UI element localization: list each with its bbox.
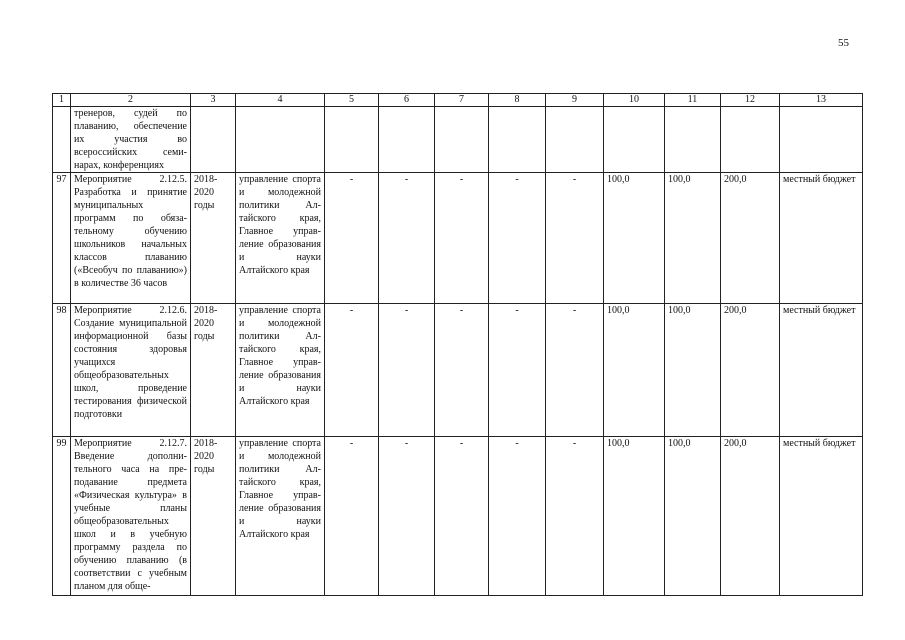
row-number-cell [53, 107, 71, 173]
value-cell [379, 107, 435, 173]
column-header: 1 [53, 94, 71, 107]
column-header: 12 [721, 94, 780, 107]
value-2018-dash: - [325, 173, 379, 304]
value-amount: 100,0 [665, 173, 721, 304]
column-header: 5 [325, 94, 379, 107]
table-row [53, 304, 863, 437]
measure-description: Мероприятие 2.12.6. Создание муниципальной информационной базы состояния здоровья учащихся общеобразовательных школ, проведение тестирования физической подготовки [71, 304, 191, 437]
value-amount: 100,0 [604, 437, 665, 596]
measure-description: тренеров, судей по плаванию, обеспечение их участия во всероссийских семинарах, конференциях [71, 107, 191, 173]
value-dash: - [379, 173, 435, 304]
column-header: 10 [604, 94, 665, 107]
funding-source-cell [780, 107, 863, 173]
funding-source: местный бюджет [780, 437, 863, 596]
column-header: 9 [546, 94, 604, 107]
row-number: 99 [53, 437, 71, 596]
value-dash: - [546, 437, 604, 596]
value-dash: - [325, 304, 379, 437]
value-amount: 100,0 [604, 173, 665, 304]
funding-source: местный бюджет [780, 304, 863, 437]
row-number: 98 [53, 304, 71, 437]
column-header: 3 [191, 94, 236, 107]
value-cell [546, 107, 604, 173]
table-row-continuation [53, 107, 863, 173]
value-dash: - [546, 173, 604, 304]
value-cell [665, 107, 721, 173]
value-dash: - [489, 173, 546, 304]
table-row [53, 437, 863, 596]
value-amount: 100,0 [665, 437, 721, 596]
page-number: 55 [838, 37, 849, 49]
period-cell [191, 107, 236, 173]
value-dash: - [379, 304, 435, 437]
column-header: 11 [665, 94, 721, 107]
executor: управление спорта и молодежной политики Алтайского края, Главное управление образования и науки Алтайского края [236, 304, 325, 437]
column-header: 8 [489, 94, 546, 107]
value-dash: - [435, 304, 489, 437]
column-number-row [53, 94, 863, 107]
funding-source: местный бюджет [780, 173, 863, 304]
value-dash: - [546, 304, 604, 437]
value-total: 200,0 [721, 437, 780, 596]
executor: управление спорта и молодежной политики Алтайского края, Главное управление образования и науки Алтайского края [236, 173, 325, 304]
executor-cell [236, 107, 325, 173]
row-number: 97 [53, 173, 71, 304]
value-total: 200,0 [721, 304, 780, 437]
column-header: 7 [435, 94, 489, 107]
executor: управление спорта и молодежной политики Алтайского края, Главное управление образования и науки Алтайского края [236, 437, 325, 596]
value-cell [604, 107, 665, 173]
value-cell [489, 107, 546, 173]
value-dash: - [325, 437, 379, 596]
value-amount: 100,0 [604, 304, 665, 437]
table-row [53, 173, 863, 304]
value-dash: - [435, 173, 489, 304]
period: 2018-2020 годы [191, 437, 236, 596]
measure-description: Мероприятие 2.12.7. Введение дополнительного часа на преподавание предмета «Физическая культура» в учебные планы общеобразовательных школ и в учебную программу раздела по обучению плаванию (в соответствии с учебным планом для обще- [71, 437, 191, 596]
value-amount: 100,0 [665, 304, 721, 437]
column-header: 6 [379, 94, 435, 107]
value-cell [435, 107, 489, 173]
value-dash: - [489, 304, 546, 437]
value-dash: - [489, 437, 546, 596]
program-measures-table [52, 93, 863, 596]
period: 2018-2020 годы [191, 304, 236, 437]
column-header: 2 [71, 94, 191, 107]
value-cell [325, 107, 379, 173]
value-dash: - [379, 437, 435, 596]
value-dash: - [435, 437, 489, 596]
period: 2018-2020 годы [191, 173, 236, 304]
measure-description: Мероприятие 2.12.5. Разработка и принятие муниципальных программ по обязательному обучению школьников начальных классов плаванию («Всеобуч по плаванию») в количестве 36 часов [71, 173, 191, 304]
column-header: 13 [780, 94, 863, 107]
value-total: 200,0 [721, 173, 780, 304]
column-header: 4 [236, 94, 325, 107]
value-cell [721, 107, 780, 173]
